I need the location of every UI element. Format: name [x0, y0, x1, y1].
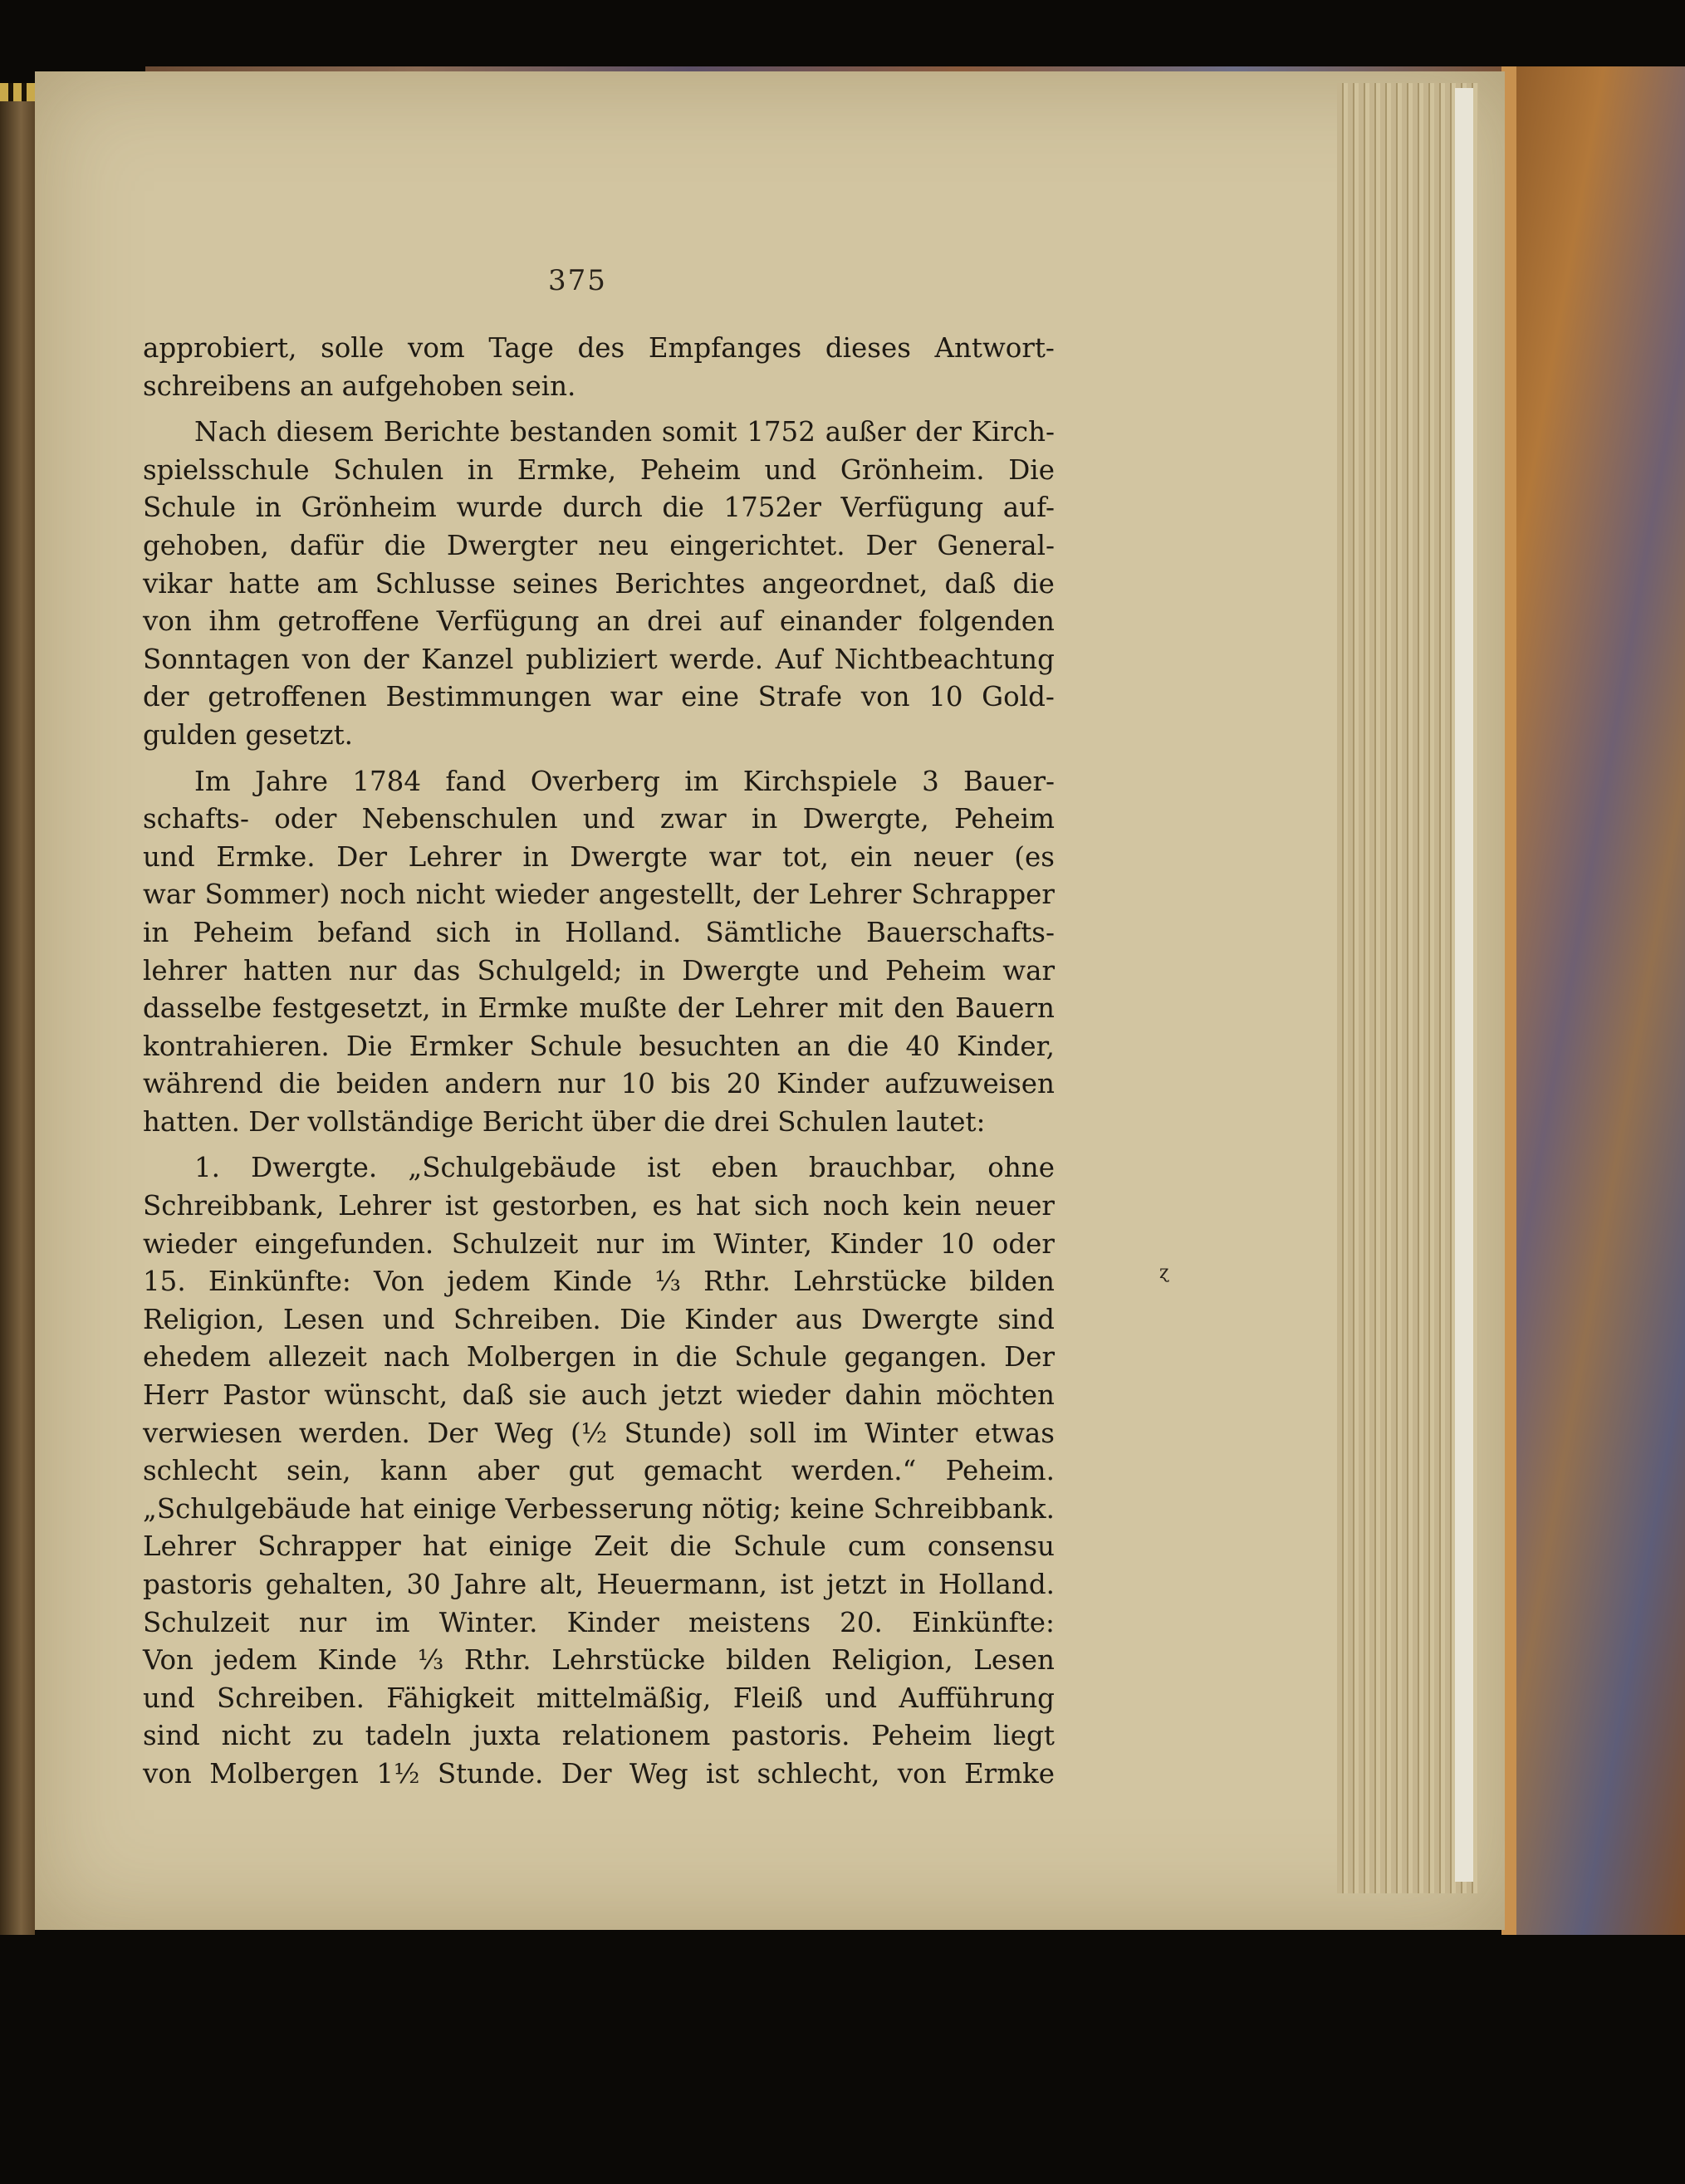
page-number: 375: [548, 264, 607, 297]
text-line: Religion, Lesen und Schreiben. Die Kinder aus Dwergte sind: [143, 1303, 1055, 1335]
text-line: in Peheim befand sich in Holland. Sämtliche Bauerschafts-: [143, 916, 1055, 948]
text-line: Von jedem Kinde ⅓ Rthr. Lehrstücke bilden Religion, Lesen: [143, 1644, 1055, 1677]
left-page-edge: [0, 83, 35, 1935]
text-line: ehedem allezeit nach Molbergen in die Schule gegangen. Der: [143, 1341, 1055, 1374]
text-line: dasselbe festgesetzt, in Ermke mußte der Lehrer mit den Bauern: [143, 992, 1055, 1025]
text-line: der getroffenen Bestimmungen war eine Strafe von 10 Gold-: [143, 681, 1055, 713]
text-line: Schulzeit nur im Winter. Kinder meistens 20. Einkünfte:: [143, 1606, 1055, 1638]
text-line: war Sommer) noch nicht wieder angestellt, der Lehrer Schrapper: [143, 879, 1055, 911]
text-line: schreibens an aufgehoben sein.: [143, 370, 576, 402]
text-line: vikar hatte am Schlusse seines Berichtes angeordnet, daß die: [143, 567, 1055, 600]
text-line: schafts- oder Nebenschulen und zwar in Dwergte, Peheim: [143, 803, 1055, 835]
text-line: Im Jahre 1784 fand Overberg im Kirchspiele 3 Bauer-: [194, 765, 1055, 797]
text-line: „Schulgebäude hat einige Verbesserung nötig; keine Schreibbank.: [143, 1492, 1055, 1525]
text-line: Schule in Grönheim wurde durch die 1752er Verfügung auf-: [143, 492, 1055, 524]
page-fore-edge: [1455, 88, 1473, 1882]
text-line: von Molbergen 1½ Stunde. Der Weg ist schlecht, von Ermke: [143, 1757, 1055, 1790]
text-line: 1. Dwergte. „Schulgebäude ist eben brauchbar, ohne: [194, 1152, 1055, 1184]
text-line: spielsschule Schulen in Ermke, Peheim und Grönheim. Die: [143, 453, 1055, 486]
text-line: und Schreiben. Fähigkeit mittelmäßig, Fleiß und Aufführung: [143, 1682, 1055, 1714]
text-line: Lehrer Schrapper hat einige Zeit die Schule cum consensu: [143, 1530, 1055, 1563]
body-text: [143, 330, 1055, 1794]
text-line: Herr Pastor wünscht, daß sie auch jetzt wieder dahin möchten: [143, 1379, 1055, 1412]
text-line: von ihm getroffene Verfügung an drei auf einander folgenden: [143, 605, 1055, 638]
text-line: pastoris gehalten, 30 Jahre alt, Heuermann, ist jetzt in Holland.: [143, 1569, 1055, 1600]
text-line: sind nicht zu tadeln juxta relationem pastoris. Peheim liegt: [143, 1720, 1055, 1752]
text-line: hatten. Der vollständige Bericht über die drei Schulen lautet:: [143, 1105, 986, 1138]
text-line: gehoben, dafür die Dwergter neu eingerichtet. Der General-: [143, 529, 1055, 561]
text-line: approbiert, solle vom Tage des Empfanges dieses Antwort-: [143, 332, 1055, 364]
text-line: kontrahieren. Die Ermker Schule besuchten an die 40 Kinder,: [143, 1030, 1055, 1062]
text-line: 15. Einkünfte: Von jedem Kinde ⅓ Rthr. Lehrstücke bilden: [143, 1266, 1055, 1298]
text-line: Schreibbank, Lehrer ist gestorben, es hat sich noch kein neuer: [143, 1190, 1055, 1222]
text-line: schlecht sein, kann aber gut gemacht werden.“ Peheim.: [143, 1455, 1055, 1487]
text-line: lehrer hatten nur das Schulgeld; in Dwergte und Peheim war: [143, 954, 1055, 987]
text-line: gulden gesetzt.: [143, 718, 353, 751]
text-line: Nach diesem Berichte bestanden somit 1752 außer der Kirch-: [194, 416, 1055, 448]
text-line: verwiesen werden. Der Weg (½ Stunde) soll im Winter etwas: [143, 1417, 1055, 1449]
margin-mark: ɀ: [1159, 1262, 1169, 1283]
text-line: Sonntagen von der Kanzel publiziert werde. Auf Nichtbeachtung: [143, 643, 1055, 675]
text-line: während die beiden andern nur 10 bis 20 Kinder aufzuweisen: [143, 1068, 1055, 1100]
text-line: und Ermke. Der Lehrer in Dwergte war tot, ein neuer (es: [143, 840, 1055, 873]
marbled-cover: [1501, 66, 1685, 1935]
text-line: wieder eingefunden. Schulzeit nur im Winter, Kinder 10 oder: [143, 1227, 1055, 1260]
